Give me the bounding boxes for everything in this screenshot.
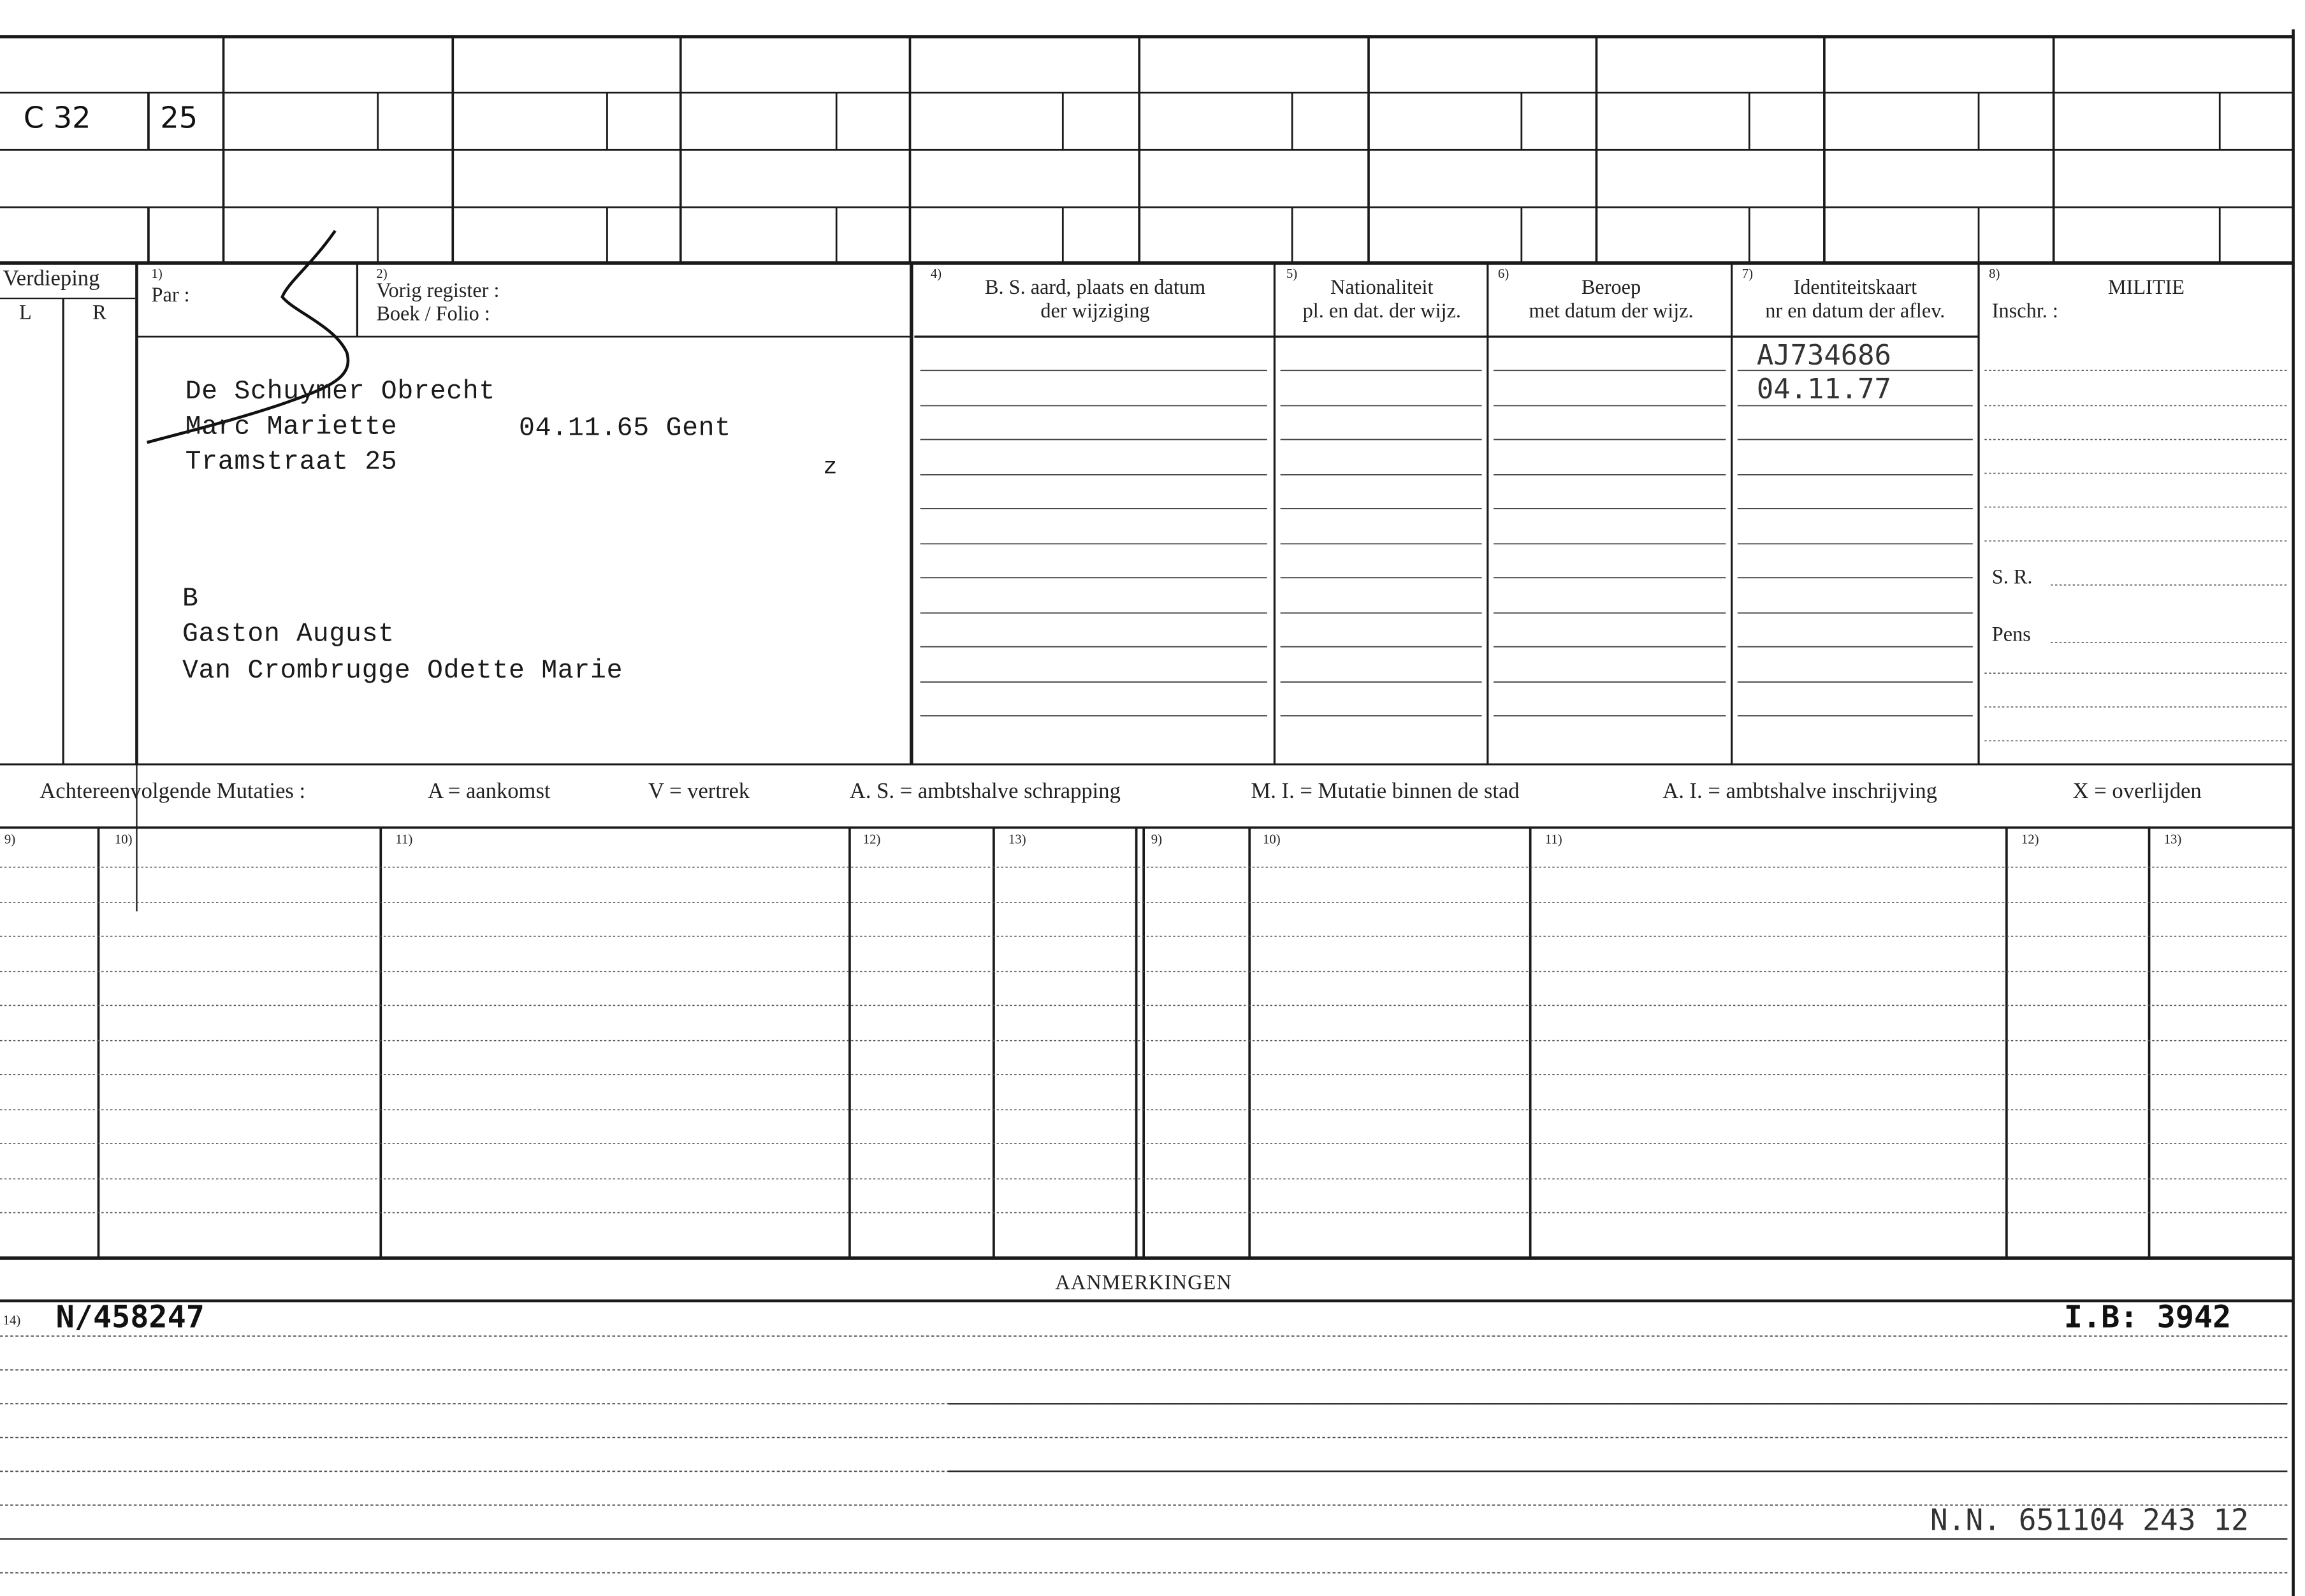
person-names-line1: De Schuymer Obrecht (185, 377, 496, 407)
col4-number: 4) (930, 266, 942, 281)
birth-date-place: 04.11.65 Gent (519, 414, 731, 444)
mutation-code-mi: M. I. = Mutatie binnen de stad (1251, 780, 1520, 804)
col7-header-line2: nr en datum der aflev. (1765, 301, 1945, 324)
col2-number: 2) (376, 266, 388, 281)
national-ref: N/458247 (55, 1299, 205, 1335)
mut-right-col10: 10) (1262, 832, 1281, 847)
person-names-line2: Marc Mariette (185, 413, 398, 443)
col6-header-line2: met datum der wijz. (1529, 301, 1694, 324)
mutation-code-x: X = overlijden (2072, 780, 2202, 804)
mutation-code-v: V = vertrek (648, 780, 750, 804)
card-code: C 32 (23, 99, 91, 136)
col4-header-line1: B. S. aard, plaats en datum (984, 277, 1206, 300)
remarks-number: 14) (3, 1312, 21, 1328)
col1-number: 1) (151, 266, 163, 281)
mut-right-col13: 13) (2163, 832, 2182, 847)
mut-left-col13: 13) (1008, 832, 1026, 847)
national-number: N.N. 651104 243 12 (1930, 1502, 2249, 1538)
mut-right-col12: 12) (2021, 832, 2039, 847)
mutation-code-as: A. S. = ambtshalve schrapping (849, 780, 1121, 804)
inschr-label: Inschr. : (1991, 301, 2058, 324)
floor-right-label: R (92, 303, 106, 325)
floor-left-label: L (18, 303, 32, 325)
col6-header-line1: Beroep (1581, 277, 1641, 300)
mut-left-col11: 11) (395, 832, 413, 847)
father-names: Gaston August (182, 620, 395, 650)
mut-left-col10: 10) (114, 832, 133, 847)
mutations-intro: Achtereenvolgende Mutaties : (40, 780, 306, 804)
mutation-code-ai: A. I. = ambtshalve inschrijving (1662, 780, 1937, 804)
col6-number: 6) (1497, 266, 1509, 281)
card-number: 25 (160, 99, 198, 136)
mut-right-col11: 11) (1545, 832, 1562, 847)
par-label: Par : (151, 285, 190, 307)
vorig-register-label: Vorig register : (376, 280, 500, 303)
b-label: B (182, 584, 199, 614)
status-mark: z (823, 454, 838, 481)
col8-number: 8) (1989, 266, 2000, 281)
verdieping-header: Verdieping (3, 267, 100, 291)
sr-label: S. R. (1991, 567, 2033, 590)
col7-header-line1: Identiteitskaart (1793, 277, 1917, 300)
militie-title: MILITIE (2107, 277, 2185, 300)
col4-header-line2: der wijziging (1040, 301, 1150, 324)
mother-names: Van Crombrugge Odette Marie (182, 657, 623, 686)
col5-number: 5) (1286, 266, 1298, 281)
address-line: Tramstraat 25 (185, 448, 398, 478)
ib-number: I.B: 3942 (2063, 1299, 2232, 1335)
id-card-number: AJ734686 (1756, 339, 1891, 372)
mut-left-col12: 12) (862, 832, 881, 847)
mutation-code-a: A = aankomst (428, 780, 551, 804)
col7-number: 7) (1741, 266, 1754, 281)
mut-right-col9: 9) (1151, 832, 1162, 847)
boek-folio-label: Boek / Folio : (376, 304, 490, 326)
id-card-date: 04.11.77 (1756, 373, 1891, 406)
mut-left-col9: 9) (4, 832, 16, 847)
remarks-title: AANMERKINGEN (1055, 1273, 1232, 1295)
col5-header-line2: pl. en dat. der wijz. (1302, 301, 1461, 324)
pens-label: Pens (1991, 625, 2031, 647)
col5-header-line1: Nationaliteit (1330, 277, 1434, 300)
